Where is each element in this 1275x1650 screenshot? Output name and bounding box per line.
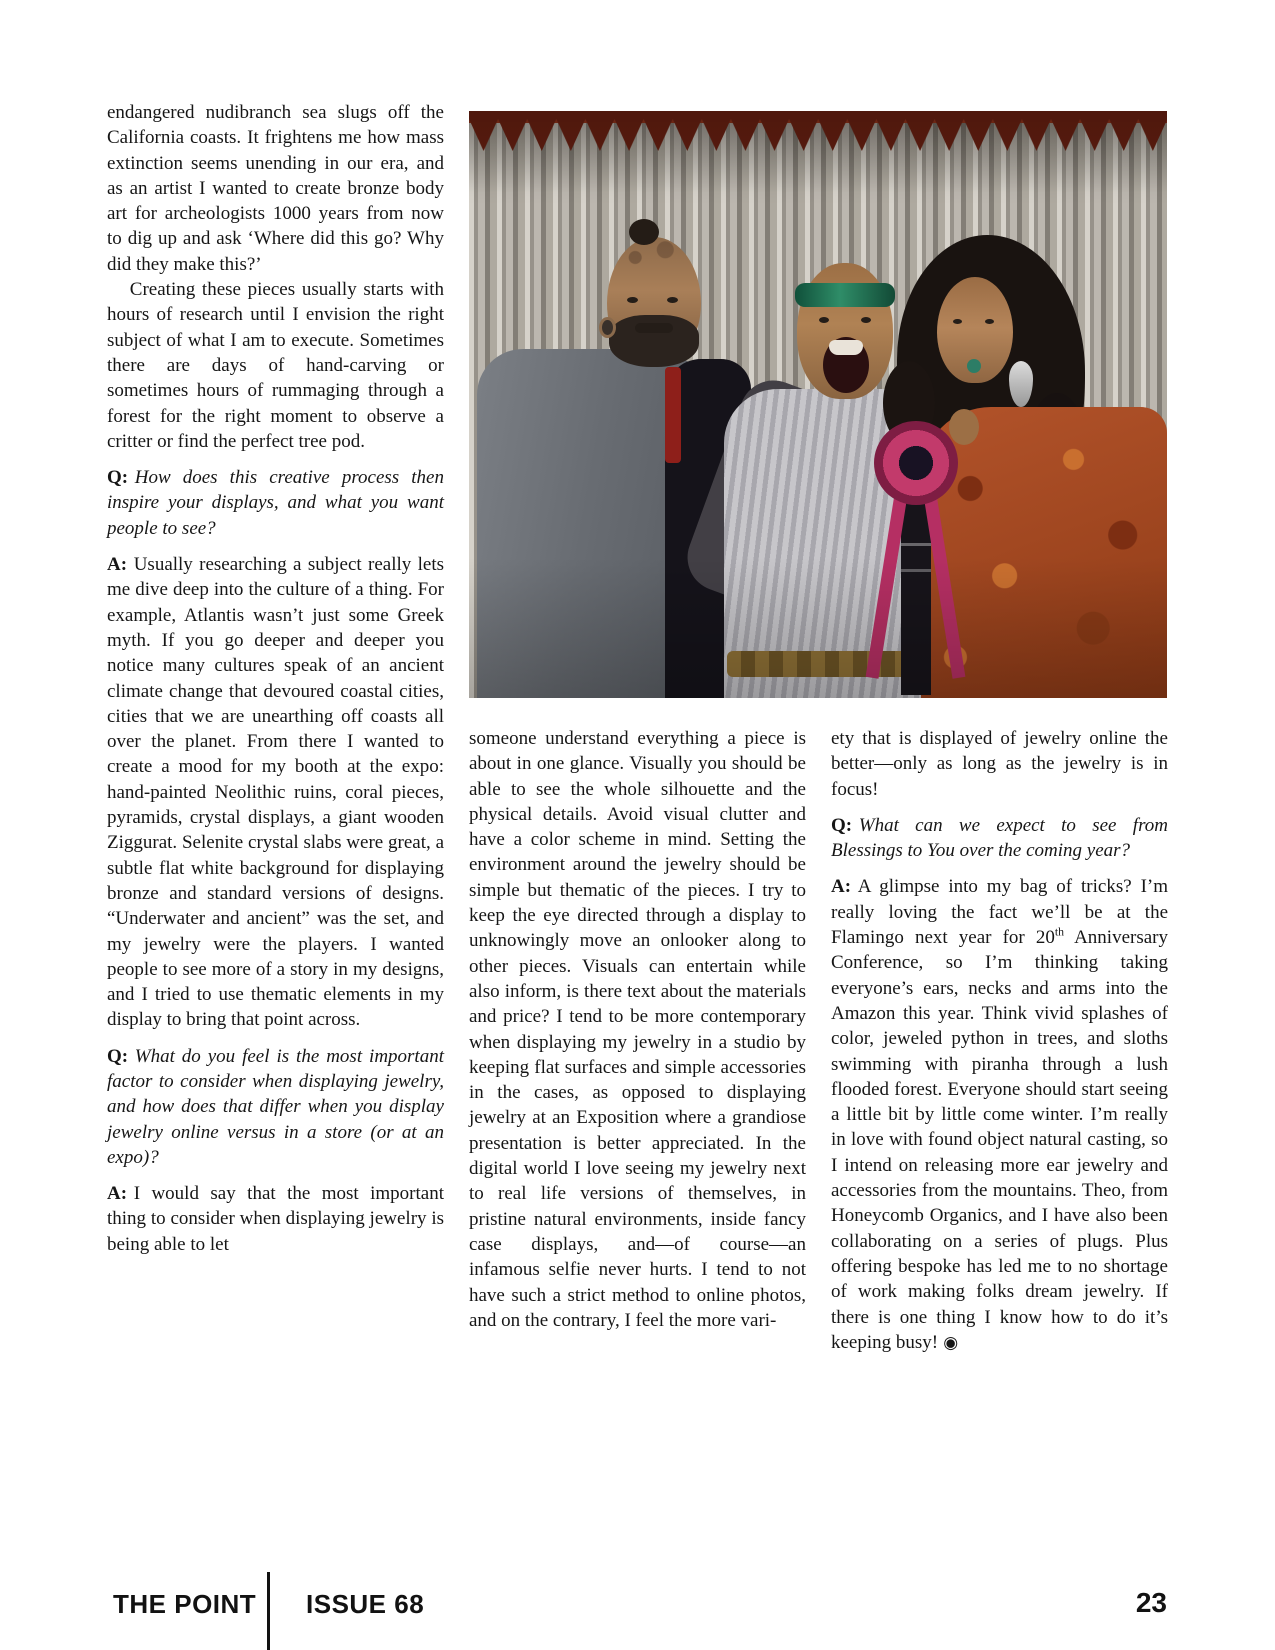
end-of-article-icon: ◉ xyxy=(943,1332,959,1353)
answer-label: A: xyxy=(107,554,128,576)
answer-paragraph xyxy=(107,1181,444,1257)
article-column-1 xyxy=(107,100,444,1268)
answer-text: I would say that the most important thing to consider when displaying jewelry is being able to let xyxy=(107,1183,444,1255)
answer-text: Anniversary Conference, so I’m thinking taking everyone’s ears, necks and arms into the Amazon this year. Think vivid splashes of color, jeweled python in trees, and sloths swimming with piranha through a lush flooded forest. Everyone should start seeing a little bit by little come winter. I’m really in love with found object natural casting, so I intend on releasing more ear jewelry and accessories from the mountains. Theo, from Honeycomb Organics, and I have also been collaborating on a series of plugs. Plus offering bespoke has led me to no shortage of work making folks dream jewelry. If there is one thing I know how to do it’s keeping busy! xyxy=(831,927,1168,1353)
paragraph: someone understand everything a piece is about in one glance. Visually you should be able to see the whole silhouette and the physical details. Avoid visual clutter and have a color scheme in mind. Setting the environment around the jewelry should be simple but thematic of the pieces. I try to keep the eye directed through a display to unknowingly move an onlooker along to other pieces. Visuals can entertain while also inform, is there text about the materials and price? I tend to be more contemporary when displaying my jewelry in a studio by keeping flat surfaces and simple accessories in the cases, as opposed to displaying jewelry at an Exposition where a grandiose presentation is better appreciated. In the digital world I love seeing my jewelry next to real life versions of themselves, in pristine natural environments, inside fancy case displays, and—of course—an infamous selfie never hurts. I tend to not have such a strict method to online photos, and on the contrary, I feel the more vari- xyxy=(469,728,806,1331)
answer-label: A: xyxy=(107,1183,128,1205)
article-column-2 xyxy=(469,726,806,1333)
question-text: What can we expect to see from Blessings to You over the coming year? xyxy=(831,814,1168,862)
footer-divider xyxy=(267,1572,270,1650)
answer-text: Usually researching a subject really lets me dive deep into the culture of a thing. For example, Atlantis wasn’t just some Greek myth. If you go deeper and deeper you notice many cultures speak of an ancient climate change that devoured coastal cities, cities that we are unearthing off coasts all over the planet. From there I wanted to create a mood for my booth at the expo: hand-painted Neolithic ruins, coral pieces, pyramids, crystal displays, a giant wooden Ziggurat. Selenite crystal slabs were great, a subtle flat white background for displaying bronze and standard versions of designs. “Underwater and ancient” was the set, and my jewelry were the players. I wanted people to see more of a story in my designs, and I tried to use thematic elements in my display to bring that point across. xyxy=(107,554,444,1031)
paragraph: Creating these pieces usually starts with hours of research until I envision the right subject of what I am to execute. Sometimes there are days of hand-carving or sometimes hours of rummaging through a forest for the right moment to observe a critter or find the perfect tree pod. xyxy=(107,279,444,452)
question-text: What do you feel is the most important factor to consider when displaying jewelry, and how does that differ when you display jewelry online versus in a store (or at an expo)? xyxy=(107,1045,444,1168)
ordinal-superscript: th xyxy=(1054,925,1065,939)
question-paragraph xyxy=(107,465,444,541)
article-photo xyxy=(469,111,1167,698)
page-number: 23 xyxy=(1135,1587,1167,1618)
question-paragraph xyxy=(107,1044,444,1170)
answer-label: A: xyxy=(831,876,852,898)
photo-shade-overlay xyxy=(469,111,1167,698)
footer-issue: ISSUE 68 xyxy=(306,1589,425,1619)
question-label: Q: xyxy=(107,1045,129,1067)
answer-paragraph xyxy=(831,874,1168,1356)
question-text: How does this creative process then inspire your displays, and what you want people to see? xyxy=(107,467,444,539)
answer-text: A glimpse into my bag of tricks? I’m really loving the fact we’ll be at the Flamingo next year for 20 xyxy=(831,876,1168,949)
question-label: Q: xyxy=(107,467,129,489)
question-paragraph xyxy=(831,813,1168,864)
answer-paragraph xyxy=(107,552,444,1033)
footer-brand: THE POINT xyxy=(113,1589,257,1619)
question-label: Q: xyxy=(831,814,853,836)
article-column-3 xyxy=(831,726,1168,1367)
paragraph: ety that is displayed of jewelry online the better—only as long as the jewelry is in focus! xyxy=(831,728,1168,800)
paragraph: endangered nudibranch sea slugs off the California coasts. It frightens me how mass extinction seems unending in our era, and as an artist I wanted to create bronze body art for archeologists 1000 years from now to dig up and ask ‘Where did this go? Why did they make this?’ xyxy=(107,102,444,275)
